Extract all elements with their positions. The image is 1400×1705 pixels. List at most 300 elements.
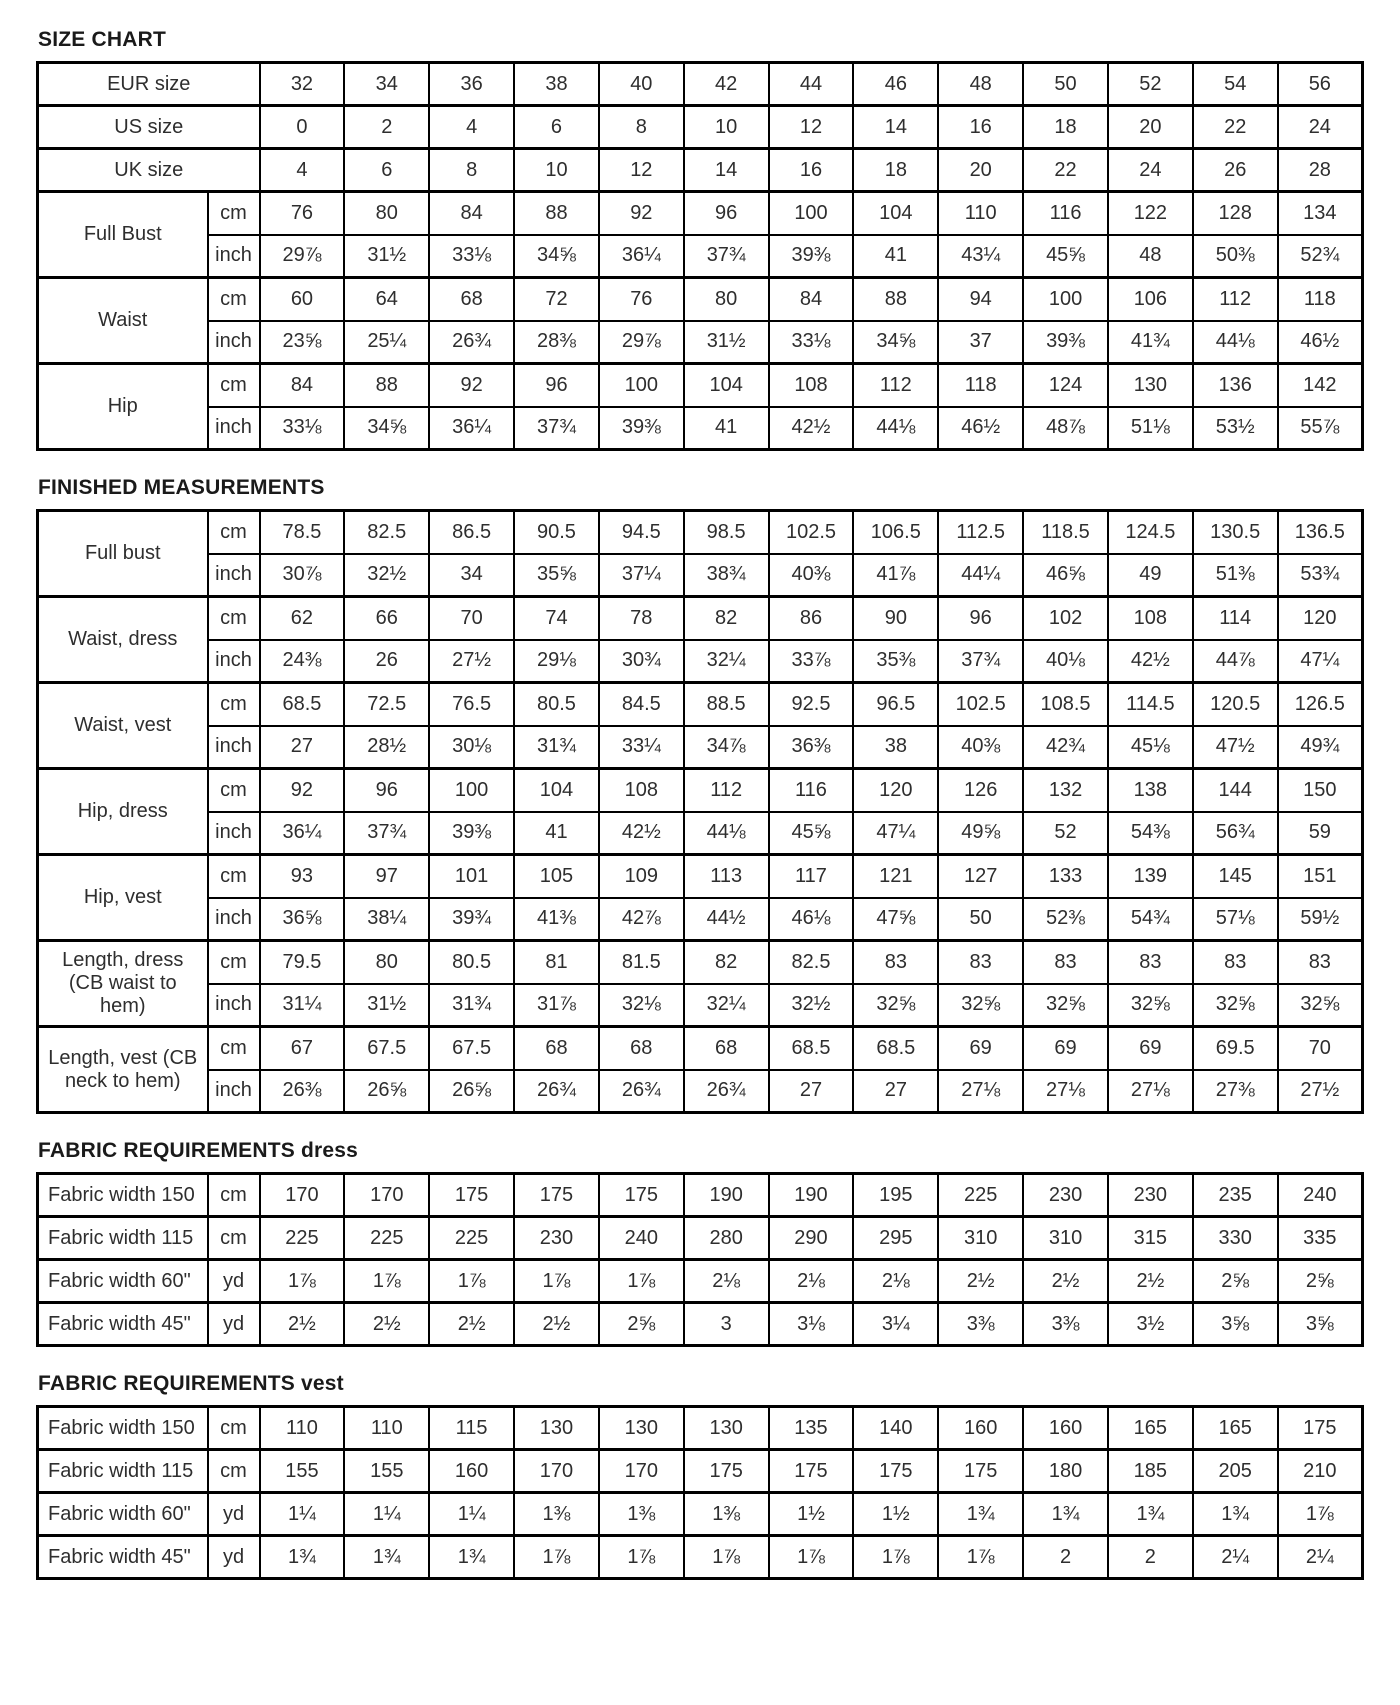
value-cell: 1¾: [429, 1536, 514, 1579]
value-cell: 24: [1108, 149, 1193, 192]
value-cell: 56: [1278, 63, 1363, 106]
value-cell: 2½: [1108, 1260, 1193, 1303]
unit-label: cm: [208, 597, 260, 640]
value-cell: 175: [599, 1174, 684, 1217]
value-cell: 104: [853, 192, 938, 235]
value-cell: 92: [599, 192, 684, 235]
value-cell: 92: [260, 769, 345, 812]
value-cell: 170: [514, 1450, 599, 1493]
value-cell: 1¾: [344, 1536, 429, 1579]
value-cell: 3⅜: [938, 1303, 1023, 1346]
value-cell: 4: [429, 106, 514, 149]
value-cell: 102: [1023, 597, 1108, 640]
value-cell: 54: [1193, 63, 1278, 106]
value-cell: 48: [1108, 235, 1193, 278]
value-cell: 47⅝: [853, 898, 938, 941]
row-label: Waist, dress: [38, 597, 208, 683]
value-cell: 115: [429, 1407, 514, 1450]
value-cell: 142: [1278, 364, 1363, 407]
value-cell: 50: [1023, 63, 1108, 106]
row-label: Fabric width 60": [38, 1493, 208, 1536]
value-cell: 100: [769, 192, 854, 235]
value-cell: 100: [1023, 278, 1108, 321]
value-cell: 39⅜: [429, 812, 514, 855]
value-cell: 230: [514, 1217, 599, 1260]
value-cell: 69: [938, 1027, 1023, 1070]
row-label: Hip, dress: [38, 769, 208, 855]
value-cell: 195: [853, 1174, 938, 1217]
value-cell: 96: [514, 364, 599, 407]
value-cell: 2½: [514, 1303, 599, 1346]
value-cell: 1¾: [1108, 1493, 1193, 1536]
value-cell: 40⅜: [938, 726, 1023, 769]
value-cell: 68.5: [853, 1027, 938, 1070]
value-cell: 35⅝: [514, 554, 599, 597]
value-cell: 175: [514, 1174, 599, 1217]
table-row: [38, 407, 1363, 450]
value-cell: 45⅛: [1108, 726, 1193, 769]
value-cell: 3: [684, 1303, 769, 1346]
value-cell: 26¾: [599, 1070, 684, 1113]
value-cell: 295: [853, 1217, 938, 1260]
value-cell: 42: [684, 63, 769, 106]
value-cell: 44⅛: [853, 407, 938, 450]
value-cell: 27: [769, 1070, 854, 1113]
unit-label: cm: [208, 683, 260, 726]
value-cell: 8: [599, 106, 684, 149]
value-cell: 67.5: [429, 1027, 514, 1070]
value-cell: 32: [260, 63, 345, 106]
unit-label: cm: [208, 769, 260, 812]
value-cell: 225: [344, 1217, 429, 1260]
row-label: Waist, vest: [38, 683, 208, 769]
value-cell: 68.5: [260, 683, 345, 726]
value-cell: 27: [853, 1070, 938, 1113]
value-cell: 35⅜: [853, 640, 938, 683]
fabric-requirements-vest-table: [36, 1405, 1364, 1580]
value-cell: 30⅛: [429, 726, 514, 769]
value-cell: 108: [769, 364, 854, 407]
table-row: [38, 898, 1363, 941]
value-cell: 83: [1193, 941, 1278, 984]
value-cell: 38¼: [344, 898, 429, 941]
value-cell: 26⅝: [344, 1070, 429, 1113]
value-cell: 175: [769, 1450, 854, 1493]
value-cell: 23⅝: [260, 321, 345, 364]
value-cell: 32½: [769, 984, 854, 1027]
table-row: [38, 1260, 1363, 1303]
value-cell: 30¾: [599, 640, 684, 683]
value-cell: 34⅝: [853, 321, 938, 364]
value-cell: 48: [938, 63, 1023, 106]
unit-label: inch: [208, 984, 260, 1027]
value-cell: 330: [1193, 1217, 1278, 1260]
value-cell: 225: [260, 1217, 345, 1260]
unit-label: cm: [208, 511, 260, 554]
value-cell: 32½: [344, 554, 429, 597]
value-cell: 96: [684, 192, 769, 235]
value-cell: 2: [1108, 1536, 1193, 1579]
value-cell: 47¼: [853, 812, 938, 855]
value-cell: 102.5: [769, 511, 854, 554]
value-cell: 68: [684, 1027, 769, 1070]
value-cell: 14: [684, 149, 769, 192]
value-cell: 112.5: [938, 511, 1023, 554]
value-cell: 60: [260, 278, 345, 321]
value-cell: 40⅜: [769, 554, 854, 597]
value-cell: 96: [938, 597, 1023, 640]
value-cell: 2⅛: [684, 1260, 769, 1303]
value-cell: 53½: [1193, 407, 1278, 450]
value-cell: 29⅞: [599, 321, 684, 364]
value-cell: 37¾: [514, 407, 599, 450]
table-row: [38, 812, 1363, 855]
value-cell: 54¾: [1108, 898, 1193, 941]
value-cell: 38: [514, 63, 599, 106]
value-cell: 80.5: [514, 683, 599, 726]
value-cell: 41⅞: [853, 554, 938, 597]
value-cell: 36¼: [599, 235, 684, 278]
value-cell: 78: [599, 597, 684, 640]
value-cell: 39⅜: [769, 235, 854, 278]
value-cell: 170: [344, 1174, 429, 1217]
value-cell: 29⅞: [260, 235, 345, 278]
value-cell: 6: [514, 106, 599, 149]
value-cell: 110: [938, 192, 1023, 235]
value-cell: 30⅞: [260, 554, 345, 597]
unit-label: inch: [208, 321, 260, 364]
value-cell: 150: [1278, 769, 1363, 812]
value-cell: 46⅝: [1023, 554, 1108, 597]
value-cell: 240: [1278, 1174, 1363, 1217]
value-cell: 68: [514, 1027, 599, 1070]
value-cell: 26: [1193, 149, 1278, 192]
value-cell: 1¾: [1023, 1493, 1108, 1536]
value-cell: 70: [429, 597, 514, 640]
value-cell: 124.5: [1108, 511, 1193, 554]
value-cell: 1⅞: [514, 1536, 599, 1579]
value-cell: 134: [1278, 192, 1363, 235]
value-cell: 1⅞: [938, 1536, 1023, 1579]
value-cell: 53¾: [1278, 554, 1363, 597]
value-cell: 235: [1193, 1174, 1278, 1217]
value-cell: 32⅛: [599, 984, 684, 1027]
value-cell: 2⅝: [599, 1303, 684, 1346]
value-cell: 36¼: [260, 812, 345, 855]
unit-label: inch: [208, 898, 260, 941]
value-cell: 165: [1193, 1407, 1278, 1450]
value-cell: 27: [260, 726, 345, 769]
value-cell: 41: [684, 407, 769, 450]
value-cell: 225: [938, 1174, 1023, 1217]
value-cell: 210: [1278, 1450, 1363, 1493]
row-label: Fabric width 115: [38, 1450, 208, 1493]
value-cell: 94.5: [599, 511, 684, 554]
value-cell: 37¾: [938, 640, 1023, 683]
unit-label: yd: [208, 1303, 260, 1346]
value-cell: 2: [344, 106, 429, 149]
value-cell: 335: [1278, 1217, 1363, 1260]
row-label: Length, vest (CB neck to hem): [38, 1027, 208, 1113]
value-cell: 104: [684, 364, 769, 407]
value-cell: 83: [938, 941, 1023, 984]
row-label: Fabric width 115: [38, 1217, 208, 1260]
value-cell: 6: [344, 149, 429, 192]
value-cell: 100: [429, 769, 514, 812]
value-cell: 98.5: [684, 511, 769, 554]
value-cell: 130: [684, 1407, 769, 1450]
value-cell: 34: [344, 63, 429, 106]
finished-measurements-title: FINISHED MEASUREMENTS: [38, 476, 325, 499]
unit-label: cm: [208, 192, 260, 235]
value-cell: 1¾: [260, 1536, 345, 1579]
value-cell: 80: [344, 192, 429, 235]
value-cell: 36⅝: [260, 898, 345, 941]
value-cell: 145: [1193, 855, 1278, 898]
value-cell: 88: [514, 192, 599, 235]
value-cell: 69: [1023, 1027, 1108, 1070]
value-cell: 1⅞: [514, 1260, 599, 1303]
value-cell: 2¼: [1278, 1536, 1363, 1579]
value-cell: 42½: [1108, 640, 1193, 683]
table-row: [38, 1070, 1363, 1113]
row-label: Hip, vest: [38, 855, 208, 941]
value-cell: 1¼: [344, 1493, 429, 1536]
value-cell: 88.5: [684, 683, 769, 726]
value-cell: 315: [1108, 1217, 1193, 1260]
value-cell: 22: [1193, 106, 1278, 149]
value-cell: 12: [599, 149, 684, 192]
table-row: [38, 106, 1363, 149]
value-cell: 114: [1193, 597, 1278, 640]
value-cell: 160: [429, 1450, 514, 1493]
value-cell: 62: [260, 597, 345, 640]
table-row: [38, 855, 1363, 898]
value-cell: 33⅛: [769, 321, 854, 364]
value-cell: 72: [514, 278, 599, 321]
value-cell: 81: [514, 941, 599, 984]
value-cell: 124: [1023, 364, 1108, 407]
table-row: [38, 554, 1363, 597]
row-label: UK size: [38, 149, 260, 192]
value-cell: 82.5: [769, 941, 854, 984]
value-cell: 136.5: [1278, 511, 1363, 554]
value-cell: 2⅛: [853, 1260, 938, 1303]
value-cell: 37¾: [684, 235, 769, 278]
value-cell: 32⅝: [1278, 984, 1363, 1027]
value-cell: 39⅜: [1023, 321, 1108, 364]
value-cell: 70: [1278, 1027, 1363, 1070]
value-cell: 81.5: [599, 941, 684, 984]
unit-label: cm: [208, 1407, 260, 1450]
unit-label: inch: [208, 407, 260, 450]
unit-label: cm: [208, 1027, 260, 1070]
row-label: Fabric width 150: [38, 1174, 208, 1217]
table-row: [38, 1536, 1363, 1579]
value-cell: 83: [1108, 941, 1193, 984]
value-cell: 3⅝: [1193, 1303, 1278, 1346]
value-cell: 34⅝: [344, 407, 429, 450]
table-row: [38, 192, 1363, 235]
finished-measurements-table: [36, 509, 1364, 1114]
value-cell: 97: [344, 855, 429, 898]
value-cell: 88: [853, 278, 938, 321]
value-cell: 44: [769, 63, 854, 106]
value-cell: 108: [599, 769, 684, 812]
value-cell: 38¾: [684, 554, 769, 597]
value-cell: 26¾: [429, 321, 514, 364]
value-cell: 59: [1278, 812, 1363, 855]
value-cell: 155: [344, 1450, 429, 1493]
value-cell: 140: [853, 1407, 938, 1450]
value-cell: 108: [1108, 597, 1193, 640]
value-cell: 155: [260, 1450, 345, 1493]
table-row: [38, 941, 1363, 984]
value-cell: 104: [514, 769, 599, 812]
value-cell: 44¼: [938, 554, 1023, 597]
value-cell: 310: [1023, 1217, 1108, 1260]
unit-label: inch: [208, 554, 260, 597]
table-row: [38, 597, 1363, 640]
table-row: [38, 278, 1363, 321]
value-cell: 2½: [938, 1260, 1023, 1303]
value-cell: 1⅞: [853, 1536, 938, 1579]
value-cell: 120.5: [1193, 683, 1278, 726]
value-cell: 94: [938, 278, 1023, 321]
value-cell: 57⅛: [1193, 898, 1278, 941]
value-cell: 113: [684, 855, 769, 898]
value-cell: 43¼: [938, 235, 1023, 278]
value-cell: 32⅝: [1108, 984, 1193, 1027]
row-label: Fabric width 45": [38, 1536, 208, 1579]
value-cell: 165: [1108, 1407, 1193, 1450]
value-cell: 24⅜: [260, 640, 345, 683]
value-cell: 112: [684, 769, 769, 812]
value-cell: 116: [769, 769, 854, 812]
value-cell: 55⅞: [1278, 407, 1363, 450]
value-cell: 130: [1108, 364, 1193, 407]
value-cell: 42½: [599, 812, 684, 855]
value-cell: 135: [769, 1407, 854, 1450]
value-cell: 2⅝: [1193, 1260, 1278, 1303]
unit-label: cm: [208, 855, 260, 898]
table-row: [38, 769, 1363, 812]
value-cell: 4: [260, 149, 345, 192]
value-cell: 54⅜: [1108, 812, 1193, 855]
value-cell: 290: [769, 1217, 854, 1260]
value-cell: 130: [599, 1407, 684, 1450]
value-cell: 82: [684, 941, 769, 984]
value-cell: 82.5: [344, 511, 429, 554]
value-cell: 31½: [684, 321, 769, 364]
value-cell: 42¾: [1023, 726, 1108, 769]
value-cell: 48⅞: [1023, 407, 1108, 450]
value-cell: 1⅞: [429, 1260, 514, 1303]
value-cell: 45⅝: [1023, 235, 1108, 278]
table-row: [38, 1407, 1363, 1450]
value-cell: 27½: [1278, 1070, 1363, 1113]
value-cell: 50: [938, 898, 1023, 941]
value-cell: 8: [429, 149, 514, 192]
value-cell: 80: [684, 278, 769, 321]
value-cell: 1⅞: [1278, 1493, 1363, 1536]
value-cell: 59½: [1278, 898, 1363, 941]
value-cell: 68: [429, 278, 514, 321]
value-cell: 31⅞: [514, 984, 599, 1027]
unit-label: inch: [208, 812, 260, 855]
value-cell: 86: [769, 597, 854, 640]
value-cell: 33¼: [599, 726, 684, 769]
value-cell: 175: [938, 1450, 1023, 1493]
value-cell: 32⅝: [1193, 984, 1278, 1027]
value-cell: 100: [599, 364, 684, 407]
value-cell: 1¾: [938, 1493, 1023, 1536]
value-cell: 72.5: [344, 683, 429, 726]
value-cell: 34⅞: [684, 726, 769, 769]
value-cell: 20: [1108, 106, 1193, 149]
value-cell: 118.5: [1023, 511, 1108, 554]
fabric-requirements-dress-table: [36, 1172, 1364, 1347]
value-cell: 106: [1108, 278, 1193, 321]
value-cell: 84: [429, 192, 514, 235]
row-label: Fabric width 60": [38, 1260, 208, 1303]
value-cell: 32¼: [684, 984, 769, 1027]
value-cell: 180: [1023, 1450, 1108, 1493]
value-cell: 2½: [344, 1303, 429, 1346]
value-cell: 76: [260, 192, 345, 235]
value-cell: 230: [1108, 1174, 1193, 1217]
value-cell: 39¾: [429, 898, 514, 941]
value-cell: 26¾: [514, 1070, 599, 1113]
value-cell: 92.5: [769, 683, 854, 726]
value-cell: 27⅛: [938, 1070, 1023, 1113]
value-cell: 52: [1023, 812, 1108, 855]
value-cell: 44⅛: [1193, 321, 1278, 364]
value-cell: 28⅜: [514, 321, 599, 364]
value-cell: 16: [769, 149, 854, 192]
unit-label: yd: [208, 1260, 260, 1303]
value-cell: 240: [599, 1217, 684, 1260]
value-cell: 34⅝: [514, 235, 599, 278]
value-cell: 32⅝: [1023, 984, 1108, 1027]
value-cell: 26: [344, 640, 429, 683]
value-cell: 118: [1278, 278, 1363, 321]
value-cell: 175: [1278, 1407, 1363, 1450]
value-cell: 126.5: [1278, 683, 1363, 726]
value-cell: 0: [260, 106, 345, 149]
unit-label: cm: [208, 941, 260, 984]
row-label: Fabric width 45": [38, 1303, 208, 1346]
value-cell: 101: [429, 855, 514, 898]
value-cell: 190: [769, 1174, 854, 1217]
value-cell: 114.5: [1108, 683, 1193, 726]
value-cell: 41: [853, 235, 938, 278]
value-cell: 12: [769, 106, 854, 149]
value-cell: 44⅛: [684, 812, 769, 855]
value-cell: 14: [853, 106, 938, 149]
value-cell: 69.5: [1193, 1027, 1278, 1070]
table-row: [38, 321, 1363, 364]
value-cell: 52¾: [1278, 235, 1363, 278]
value-cell: 3⅜: [1023, 1303, 1108, 1346]
value-cell: 105: [514, 855, 599, 898]
size-chart-title: SIZE CHART: [38, 28, 166, 51]
value-cell: 144: [1193, 769, 1278, 812]
value-cell: 160: [938, 1407, 1023, 1450]
value-cell: 40⅛: [1023, 640, 1108, 683]
value-cell: 1¼: [429, 1493, 514, 1536]
value-cell: 2½: [429, 1303, 514, 1346]
